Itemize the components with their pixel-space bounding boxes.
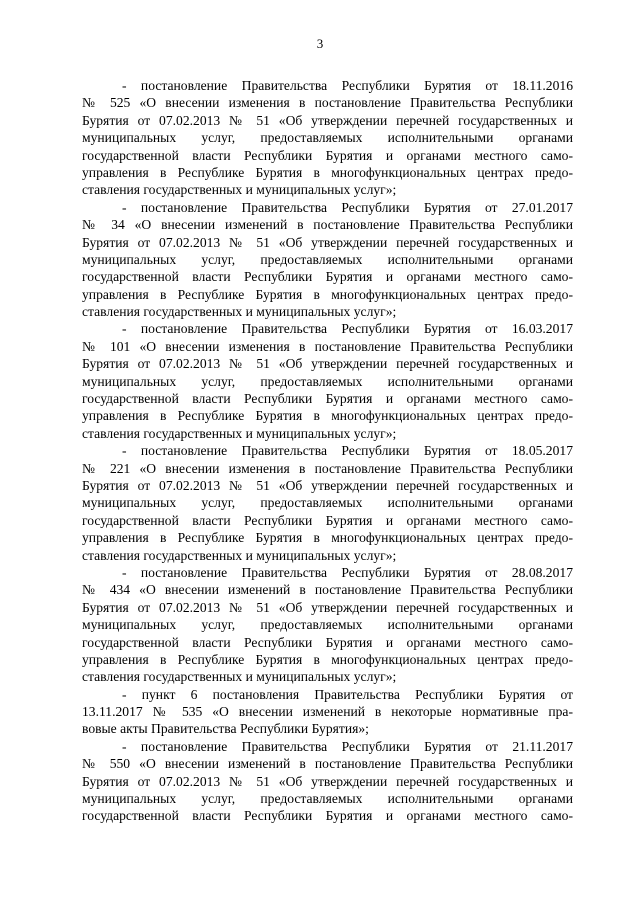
text-line: управления в Республике Бурятия в многофункциональных центрах предо-: [82, 651, 573, 667]
text-line: - постановление Правительства Республики Бурятия от 21.11.2017: [122, 738, 573, 754]
list-item-paragraph: [82, 320, 573, 442]
text-line: ставления государственных и муниципальных услуг»;: [82, 182, 397, 198]
text-line: - постановление Правительства Республики Бурятия от 27.01.2017: [122, 199, 573, 215]
text-line: Бурятия от 07.02.2013 № 51 «Об утверждении перечней государственных и: [82, 773, 573, 789]
text-line: ставления государственных и муниципальных услуг»;: [82, 669, 397, 685]
text-line: муниципальных услуг, предоставляемых исполнительными органами: [82, 791, 573, 807]
text-line: Бурятия от 07.02.2013 № 51 «Об утверждении перечней государственных и: [82, 112, 573, 128]
text-line: № 34 «О внесении изменений в постановление Правительства Республики: [82, 217, 573, 233]
text-line: - постановление Правительства Республики Бурятия от 18.11.2016: [122, 78, 573, 93]
list-item-paragraph: [82, 686, 573, 738]
text-line: управления в Республике Бурятия в многофункциональных центрах предо-: [82, 530, 573, 546]
text-line: муниципальных услуг, предоставляемых исполнительными органами: [82, 617, 573, 633]
text-line: муниципальных услуг, предоставляемых исполнительными органами: [82, 251, 573, 267]
text-line: - постановление Правительства Республики Бурятия от 16.03.2017: [122, 321, 573, 337]
text-line: № 550 «О внесении изменений в постановление Правительства Республики: [82, 756, 573, 772]
text-line: - постановление Правительства Республики Бурятия от 28.08.2017: [122, 564, 573, 580]
text-line: государственной власти Республики Бурятия и органами местного само-: [82, 634, 573, 650]
text-line: вовые акты Правительства Республики Бурятия»;: [82, 721, 369, 737]
text-line: 13.11.2017 № 535 «О внесении изменений в некоторые нормативные пра-: [82, 704, 573, 720]
list-item-paragraph: [82, 564, 573, 686]
list-item-paragraph: [82, 199, 573, 321]
text-line: ставления государственных и муниципальных услуг»;: [82, 425, 397, 441]
text-line: управления в Республике Бурятия в многофункциональных центрах предо-: [82, 408, 573, 424]
list-item-paragraph: [82, 77, 573, 199]
text-line: государственной власти Республики Бурятия и органами местного само-: [82, 147, 573, 163]
text-line: Бурятия от 07.02.2013 № 51 «Об утверждении перечней государственных и: [82, 234, 573, 250]
text-line: государственной власти Республики Бурятия и органами местного само-: [82, 808, 573, 824]
text-line: Бурятия от 07.02.2013 № 51 «Об утверждении перечней государственных и: [82, 599, 573, 615]
text-line: государственной власти Республики Бурятия и органами местного само-: [82, 269, 573, 285]
text-line: № 101 «О внесении изменения в постановление Правительства Республики: [82, 338, 573, 354]
list-item-paragraph: [82, 738, 573, 825]
document-body: [82, 77, 573, 825]
text-line: Бурятия от 07.02.2013 № 51 «Об утверждении перечней государственных и: [82, 477, 573, 493]
text-line: - пункт 6 постановления Правительства Республики Бурятия от: [122, 686, 573, 702]
page-number: 3: [316, 36, 324, 51]
text-line: муниципальных услуг, предоставляемых исполнительными органами: [82, 373, 573, 389]
text-line: управления в Республике Бурятия в многофункциональных центрах предо-: [82, 286, 573, 302]
text-line: государственной власти Республики Бурятия и органами местного само-: [82, 391, 573, 407]
text-line: № 525 «О внесении изменения в постановление Правительства Республики: [82, 95, 573, 111]
text-line: Бурятия от 07.02.2013 № 51 «Об утверждении перечней государственных и: [82, 356, 573, 372]
text-line: муниципальных услуг, предоставляемых исполнительными органами: [82, 130, 573, 146]
text-line: государственной власти Республики Бурятия и органами местного само-: [82, 512, 573, 528]
text-line: управления в Республике Бурятия в многофункциональных центрах предо-: [82, 164, 573, 180]
list-item-paragraph: [82, 442, 573, 564]
text-line: ставления государственных и муниципальных услуг»;: [82, 304, 397, 320]
text-line: ставления государственных и муниципальных услуг»;: [82, 547, 397, 563]
text-line: - постановление Правительства Республики Бурятия от 18.05.2017: [122, 443, 573, 459]
text-line: № 221 «О внесении изменения в постановление Правительства Республики: [82, 460, 573, 476]
text-line: № 434 «О внесении изменений в постановление Правительства Республики: [82, 582, 573, 598]
text-line: муниципальных услуг, предоставляемых исполнительными органами: [82, 495, 573, 511]
